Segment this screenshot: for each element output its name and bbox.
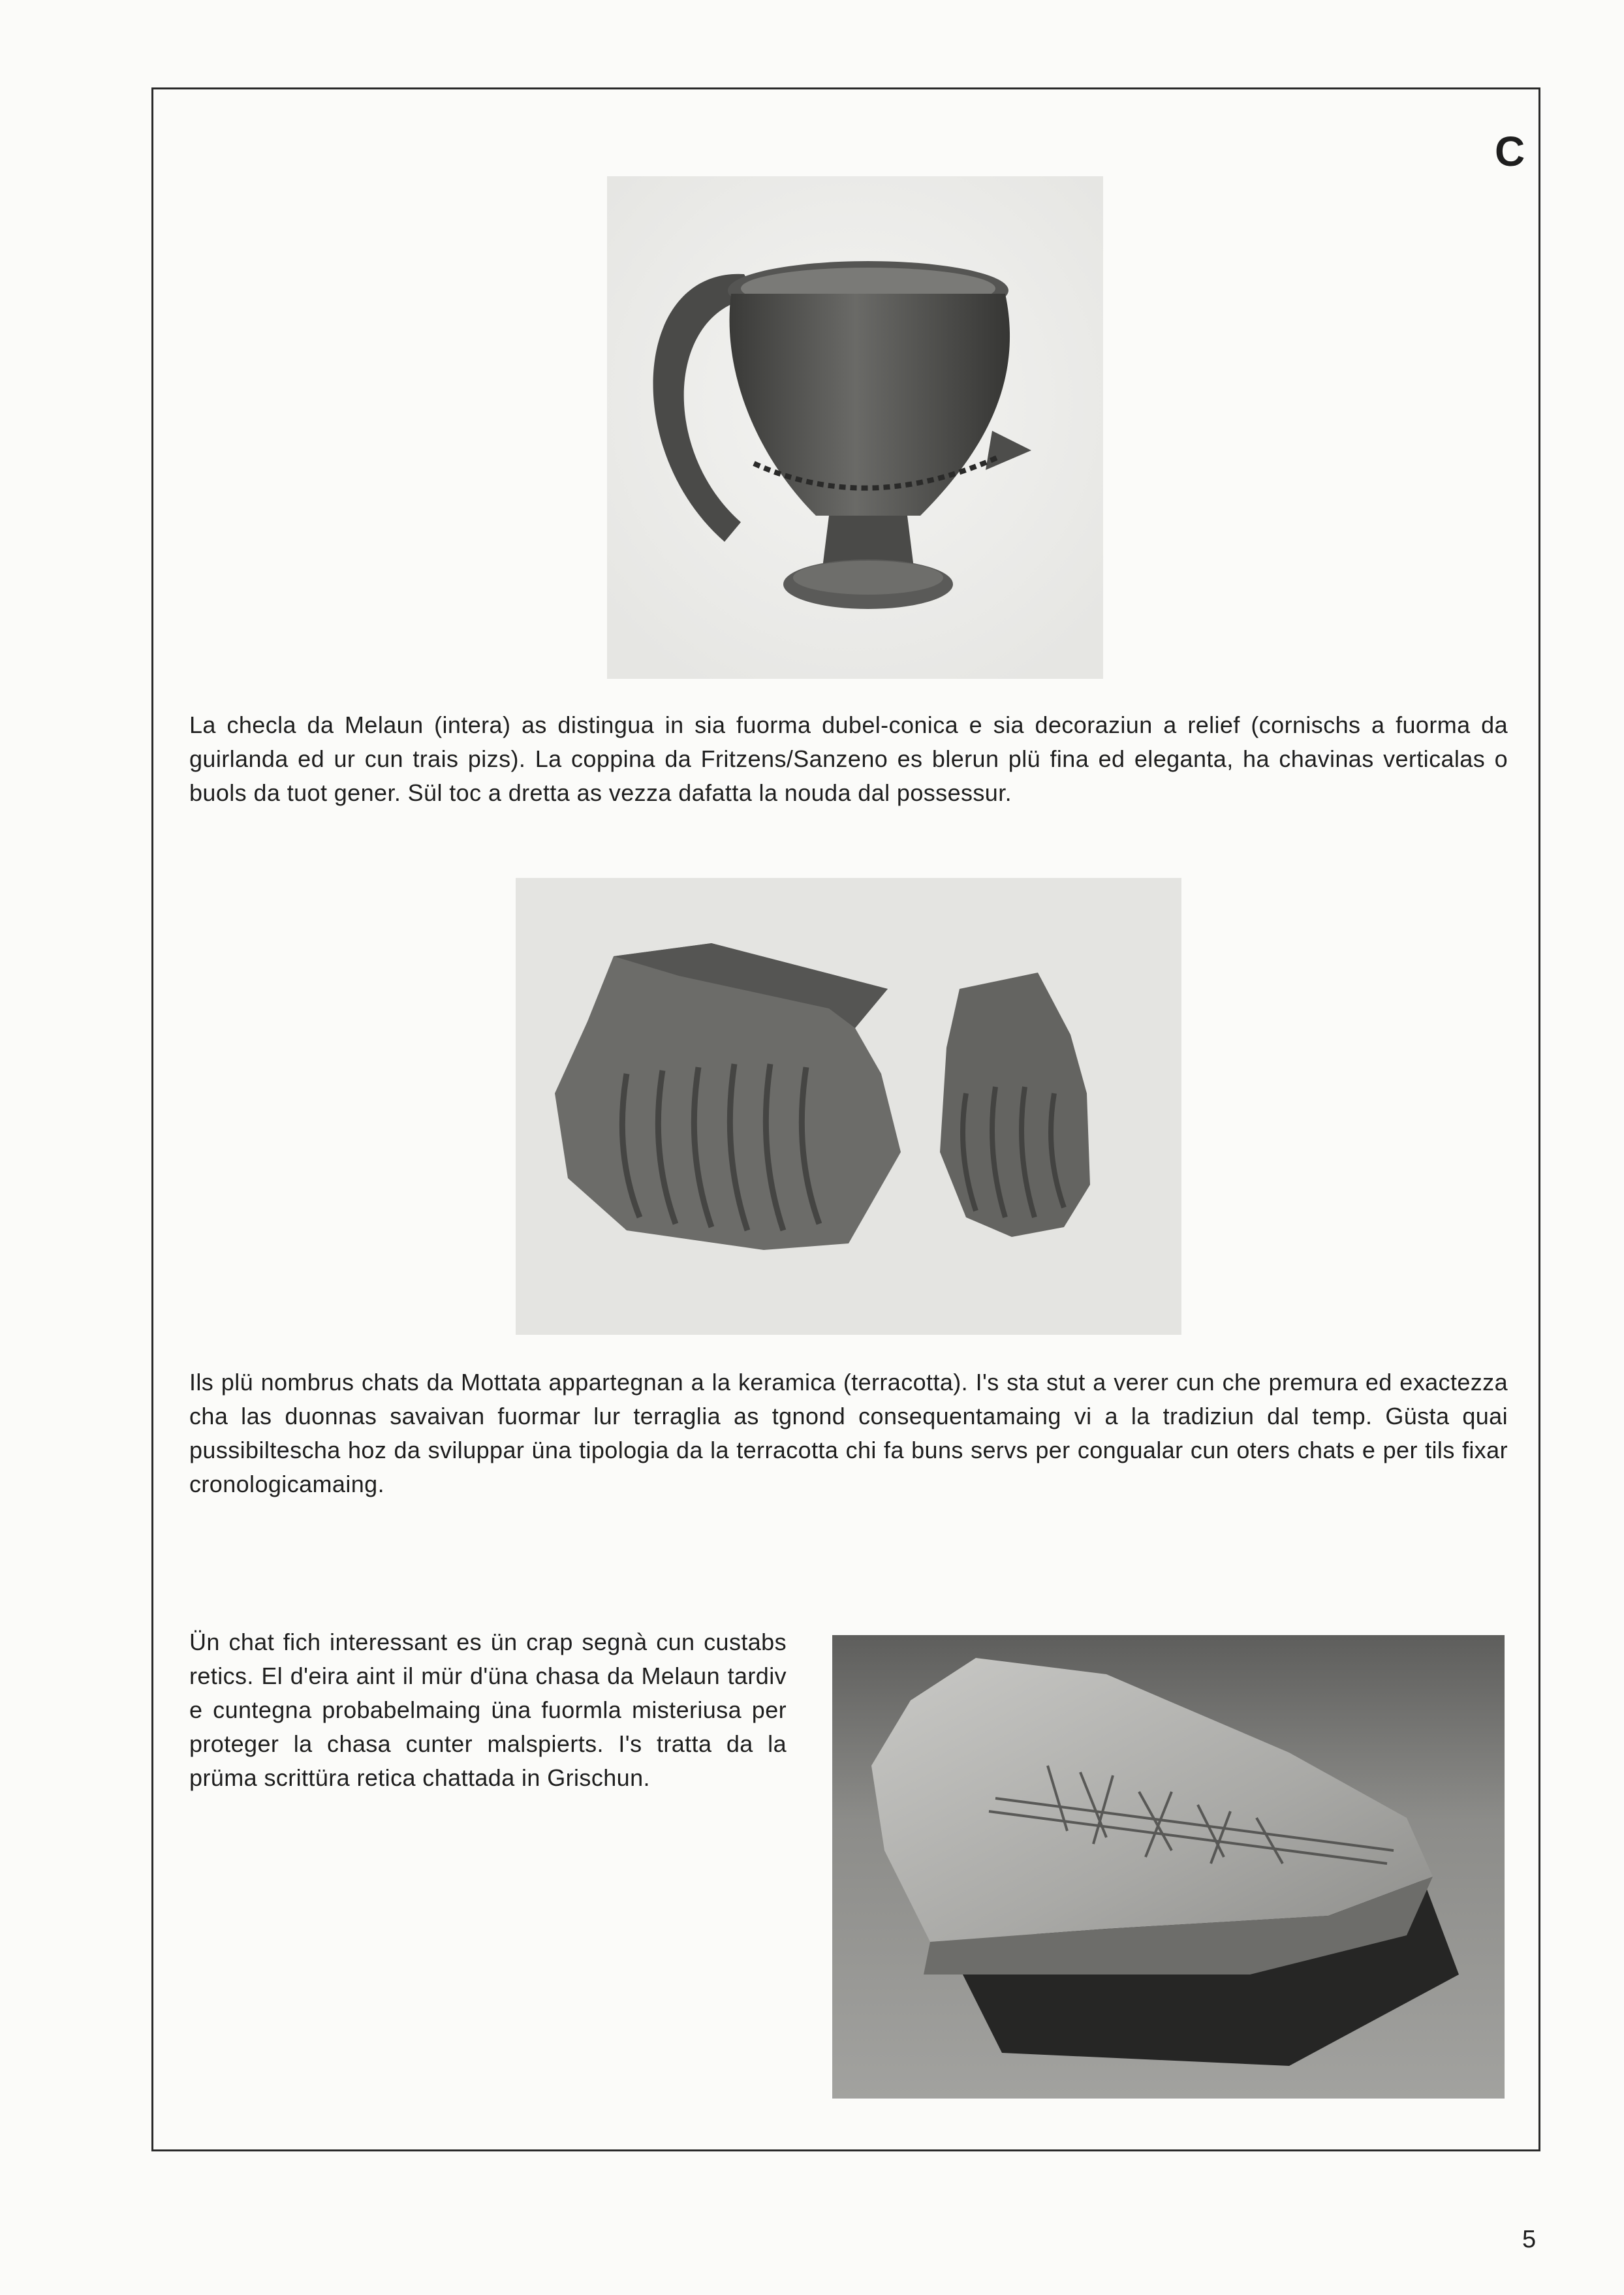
inscribed-stone-photo — [832, 1635, 1505, 2099]
section-letter: C — [1495, 128, 1525, 175]
page-number: 5 — [1522, 2226, 1537, 2253]
stone-caption: Ün chat fich interessant es ün crap segnà cun custabs retics. El d'eira aint il mür d'üna chasa da Melaun tardiv e cuntegna probabelmaing üna fuormla misteriusa per proteger la chasa cunter malspierts. I's tratta da la prüma scrittüra retica chattada in Grischun. — [189, 1629, 787, 1791]
cup-photo — [607, 176, 1103, 679]
ceramic-fragments-photo — [516, 878, 1181, 1335]
cup-caption: La checla da Melaun (intera) as distingua in sia fuorma dubel-conica e sia decoraziun a relief (cornischs a fuorma da guirlanda ed ur cun trais pizs). La coppina da Fritzens/Sanzeno es blerun plü fina ed eleganta, ha chavinas verticalas o buols da tuot gener. Sül toc a dretta as vezza dafatta la nouda dal possessur. — [189, 711, 1508, 806]
ceramics-caption: Ils plü nombrus chats da Mottata appartegnan a la keramica (terracotta). I's sta stut a verer cun che premura ed exactezza cha las duonnas savaivan fuormar lur terraglia as tgnond consequentamaing vi a la tradiziun dal temp. Güsta quai pussibiltescha hoz da sviluppar üna tipologia da la terracotta chi fa buns servs per congualar cun oters chats e per tils fixar cronologicamaing. — [189, 1369, 1508, 1497]
